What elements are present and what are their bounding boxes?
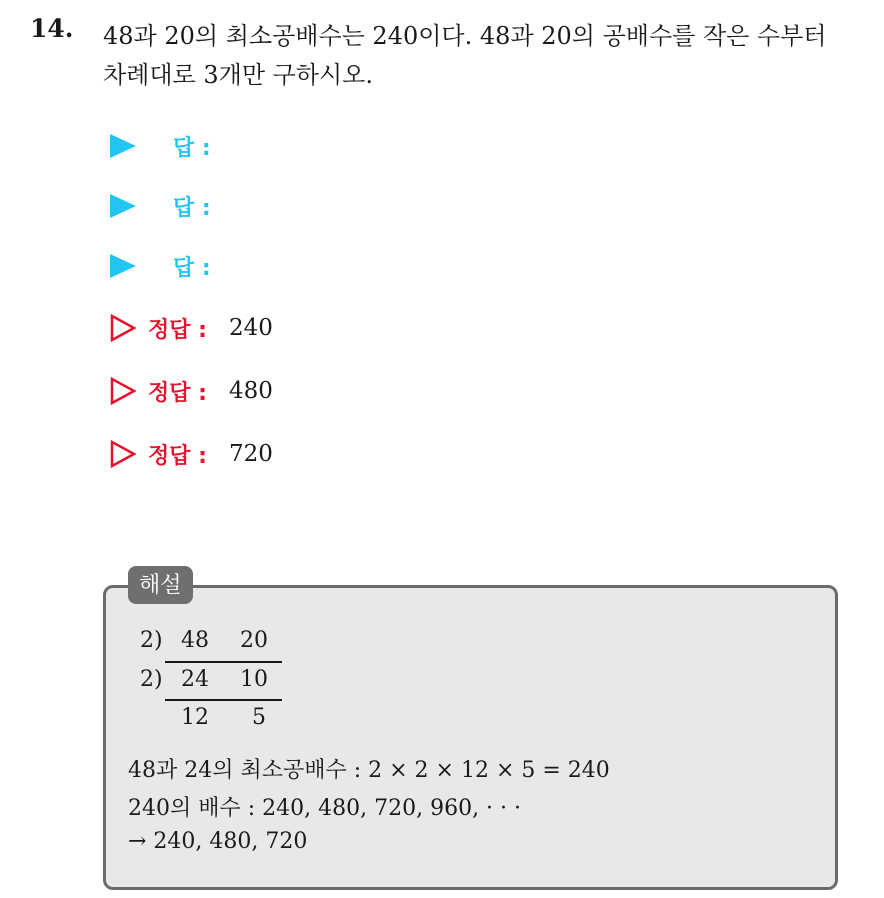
solution-line-2: 240의 배수 : 240, 480, 720, 960, · · · xyxy=(128,796,522,821)
solution-line-1: 48과 24의 최소공배수 : 2 × 2 × 12 × 5 = 240 xyxy=(128,758,610,783)
correct-answer-row xyxy=(110,438,273,470)
division-line xyxy=(165,699,282,701)
answer-arrow-icon xyxy=(110,134,136,158)
answer-blank-row xyxy=(110,190,211,222)
answer-blank-row xyxy=(110,250,211,282)
answer-label: 답 : xyxy=(173,255,211,281)
correct-answer-row xyxy=(110,312,273,344)
correct-answer-value: 720 xyxy=(228,441,273,467)
correct-answer-value: 480 xyxy=(228,378,273,404)
division-number: 48 xyxy=(181,628,209,653)
division-divisor: 2) xyxy=(140,628,163,653)
division-number: 20 xyxy=(240,628,268,653)
question-text-line-2: 차례대로 3개만 구하시오. xyxy=(103,61,373,89)
correct-answer-label: 정답 : xyxy=(148,317,207,343)
division-number: 5 xyxy=(252,705,266,730)
correct-answer-arrow-icon xyxy=(110,440,136,468)
answer-arrow-icon xyxy=(110,194,136,218)
division-divisor: 2) xyxy=(140,667,163,692)
division-number: 24 xyxy=(181,667,209,692)
correct-answer-row xyxy=(110,375,273,407)
division-number: 10 xyxy=(240,667,268,692)
answer-label: 답 : xyxy=(173,135,211,161)
division-number: 12 xyxy=(181,705,209,730)
question-text-line-1: 48과 20의 최소공배수는 240이다. 48과 20의 공배수를 작은 수부터 xyxy=(103,22,827,50)
correct-answer-arrow-icon xyxy=(110,377,136,405)
correct-answer-value: 240 xyxy=(228,315,273,341)
problem-number: 14. xyxy=(30,14,74,43)
answer-blank-row xyxy=(110,130,211,162)
answer-label: 답 : xyxy=(173,195,211,221)
solution-line-3: → 240, 480, 720 xyxy=(128,829,308,854)
correct-answer-label: 정답 : xyxy=(148,443,207,469)
division-line xyxy=(165,661,282,663)
solution-title-tab: 해설 xyxy=(128,566,193,604)
answer-arrow-icon xyxy=(110,254,136,278)
correct-answer-arrow-icon xyxy=(110,314,136,342)
correct-answer-label: 정답 : xyxy=(148,380,207,406)
